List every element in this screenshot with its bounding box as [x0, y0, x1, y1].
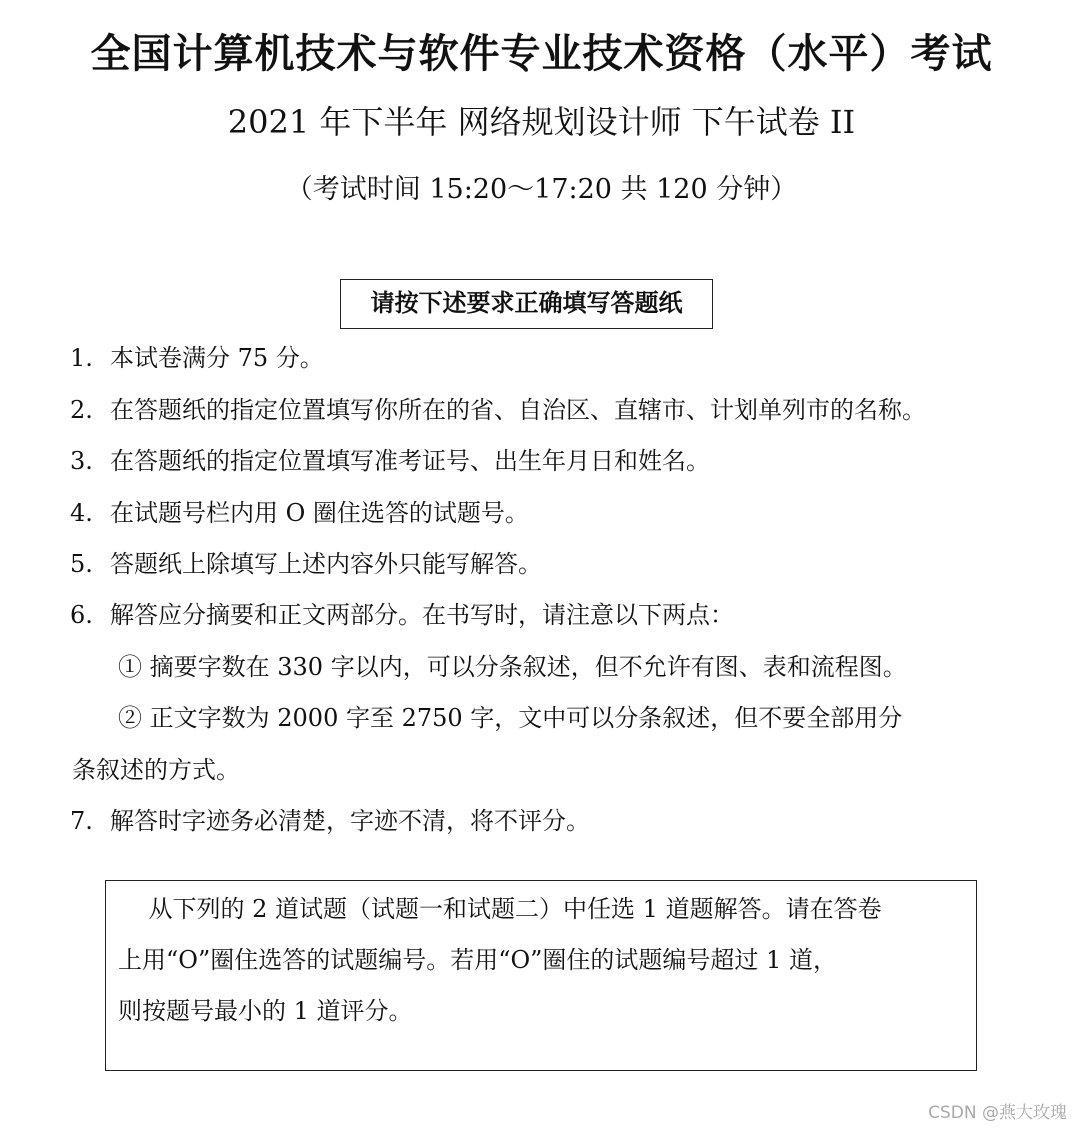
selection-line-2: 上用“O”圈住选答的试题编号。若用“O”圈住的试题编号超过 1 道，: [118, 946, 837, 974]
instruction-number: 4.: [70, 499, 93, 527]
sub-point-text: ① 摘要字数在 330 字以内，可以分条叙述，但不允许有图、表和流程图。: [118, 653, 907, 681]
instruction-number: 6.: [70, 601, 93, 629]
instruction-number: 1.: [70, 344, 93, 372]
exam-subtitle: 2021 年下半年 网络规划设计师 下午试卷 II: [227, 103, 856, 141]
instruction-text: 在答题纸的指定位置填写准考证号、出生年月日和姓名。: [110, 447, 710, 475]
selection-line-1: 从下列的 2 道试题（试题一和试题二）中任选 1 道题解答。请在答卷: [118, 895, 882, 923]
notice-heading-box: [340, 279, 713, 329]
instruction-text: 在试题号栏内用 O 圈住选答的试题号。: [110, 499, 529, 527]
selection-line-3: 则按题号最小的 1 道评分。: [118, 997, 413, 1025]
instruction-text: 本试卷满分 75 分。: [110, 344, 324, 372]
instruction-number: 3.: [70, 447, 93, 475]
exam-title: 全国计算机技术与软件专业技术资格（水平）考试: [90, 31, 993, 77]
instruction-number: 5.: [70, 550, 93, 578]
instruction-text: 答题纸上除填写上述内容外只能写解答。: [110, 550, 542, 578]
instruction-text: 解答时字迹务必清楚，字迹不清，将不评分。: [110, 807, 590, 835]
instruction-number: 7.: [70, 807, 93, 835]
sub-point-continuation-text: 条叙述的方式。: [72, 756, 240, 784]
notice-heading: 请按下述要求正确填写答题纸: [370, 289, 683, 317]
instruction-text: 在答题纸的指定位置填写你所在的省、自治区、直辖市、计划单列市的名称。: [110, 396, 926, 424]
exam-time: （考试时间 15:20～17:20 共 120 分钟）: [285, 174, 798, 205]
question-selection-box: [105, 880, 977, 1071]
sub-point-text: ② 正文字数为 2000 字至 2750 字，文中可以分条叙述，但不要全部用分: [118, 704, 903, 732]
watermark: CSDN @燕大玫瑰: [928, 1103, 1067, 1123]
instruction-number: 2.: [70, 396, 93, 424]
instruction-text: 解答应分摘要和正文两部分。在书写时，请注意以下两点：: [110, 601, 734, 629]
